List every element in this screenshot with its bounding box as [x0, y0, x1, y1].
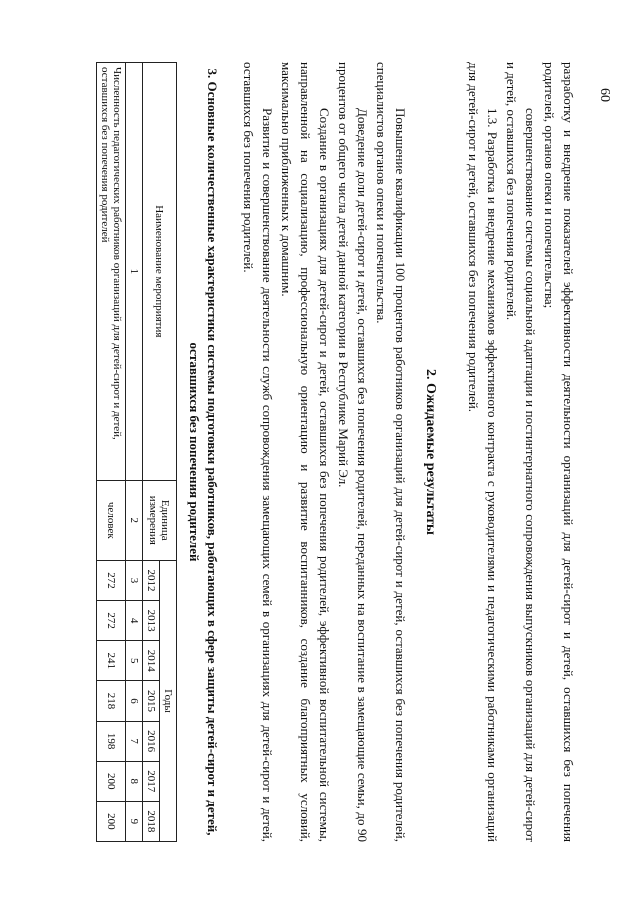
- column-number: 2: [126, 480, 143, 560]
- year-header: 2018: [143, 801, 160, 841]
- year-header: 2014: [143, 641, 160, 681]
- result-paragraph-3: Создание в организациях для детей-сирот и детей, оставшихся без попечения родителей, эффективной воспитательной системы, направленной на социализацию, профессиональную ориентацию и развитие воспитанников, создание благоприятных условий, максимально приближенных к домашним.: [279, 62, 332, 842]
- intro-line-1: разработку и внедрение показателей эффективности деятельности организаций для детей-сирот и детей, оставшихся без попечения родителей, органов опеки и попечительства;: [542, 62, 576, 842]
- row-value: 241: [97, 641, 126, 681]
- section-2-title: 2. Ожидаемые результаты: [423, 369, 438, 535]
- intro-line-3: 1.3. Разработка и внедрение механизмов эффективного контракта с руководителями и педагогическими работниками организаций для детей-сирот и детей, оставшихся без попечения родителей.: [466, 62, 500, 842]
- section-3-title: 3. Основные количественные характеристики системы подготовки работников, работающих в сфере защиты детей-сирот и детей, оставшихся без попечения родителей: [187, 68, 220, 836]
- quantitative-table: [96, 62, 177, 842]
- column-number: 1: [126, 63, 143, 481]
- result-paragraph-1: Повышение квалификации 100 процентов работников организаций для детей-сирот и детей, оставшихся без попечения родителей, специалистов органов опеки и попечительства.: [374, 62, 408, 842]
- document-page: [58, 62, 578, 842]
- row-value: 218: [97, 681, 126, 721]
- row-value: 272: [97, 560, 126, 600]
- column-number: 8: [126, 761, 143, 801]
- column-number: 7: [126, 721, 143, 761]
- column-number: 9: [126, 801, 143, 841]
- row-value: 200: [97, 761, 126, 801]
- year-header: 2016: [143, 721, 160, 761]
- year-header: 2015: [143, 681, 160, 721]
- row-value: 200: [97, 801, 126, 841]
- page-number: 60: [597, 88, 612, 102]
- row-unit: человек: [97, 480, 126, 560]
- row-value: 272: [97, 601, 126, 641]
- header-name: Наименование мероприятия: [143, 63, 177, 481]
- intro-line-2: совершенствование системы социальной адаптации и постинтернатного сопровождения выпускников организаций для детей-сирот и детей, оставшихся без попечения родителей.: [504, 62, 538, 842]
- row-name: Численность педагогических работников организаций для детей-сирот и детей, оставшихся без попечения родителей: [97, 63, 126, 481]
- table-column-numbers-row: [126, 63, 143, 842]
- result-paragraph-2: Доведение доли детей-сирот и детей, оставшихся без попечения родителей, переданных на воспитание в замещающие семьи, до 90 процентов от общего числа детей данной категории в Республике Марий Эл.: [336, 62, 370, 842]
- table-header-row: [160, 63, 177, 842]
- column-number: 6: [126, 681, 143, 721]
- column-number: 4: [126, 601, 143, 641]
- header-years: Годы: [160, 560, 177, 841]
- year-header: 2013: [143, 601, 160, 641]
- year-header: 2017: [143, 761, 160, 801]
- column-number: 3: [126, 560, 143, 600]
- column-number: 5: [126, 641, 143, 681]
- year-header: 2012: [143, 560, 160, 600]
- result-paragraph-4: Развитие и совершенствование деятельности служб сопровождения замещающих семей в организациях для детей-сирот и детей, оставшихся без попечения родителей.: [241, 62, 275, 842]
- row-value: 198: [97, 721, 126, 761]
- table-row: [97, 63, 126, 842]
- header-unit: Единица измерения: [143, 480, 177, 560]
